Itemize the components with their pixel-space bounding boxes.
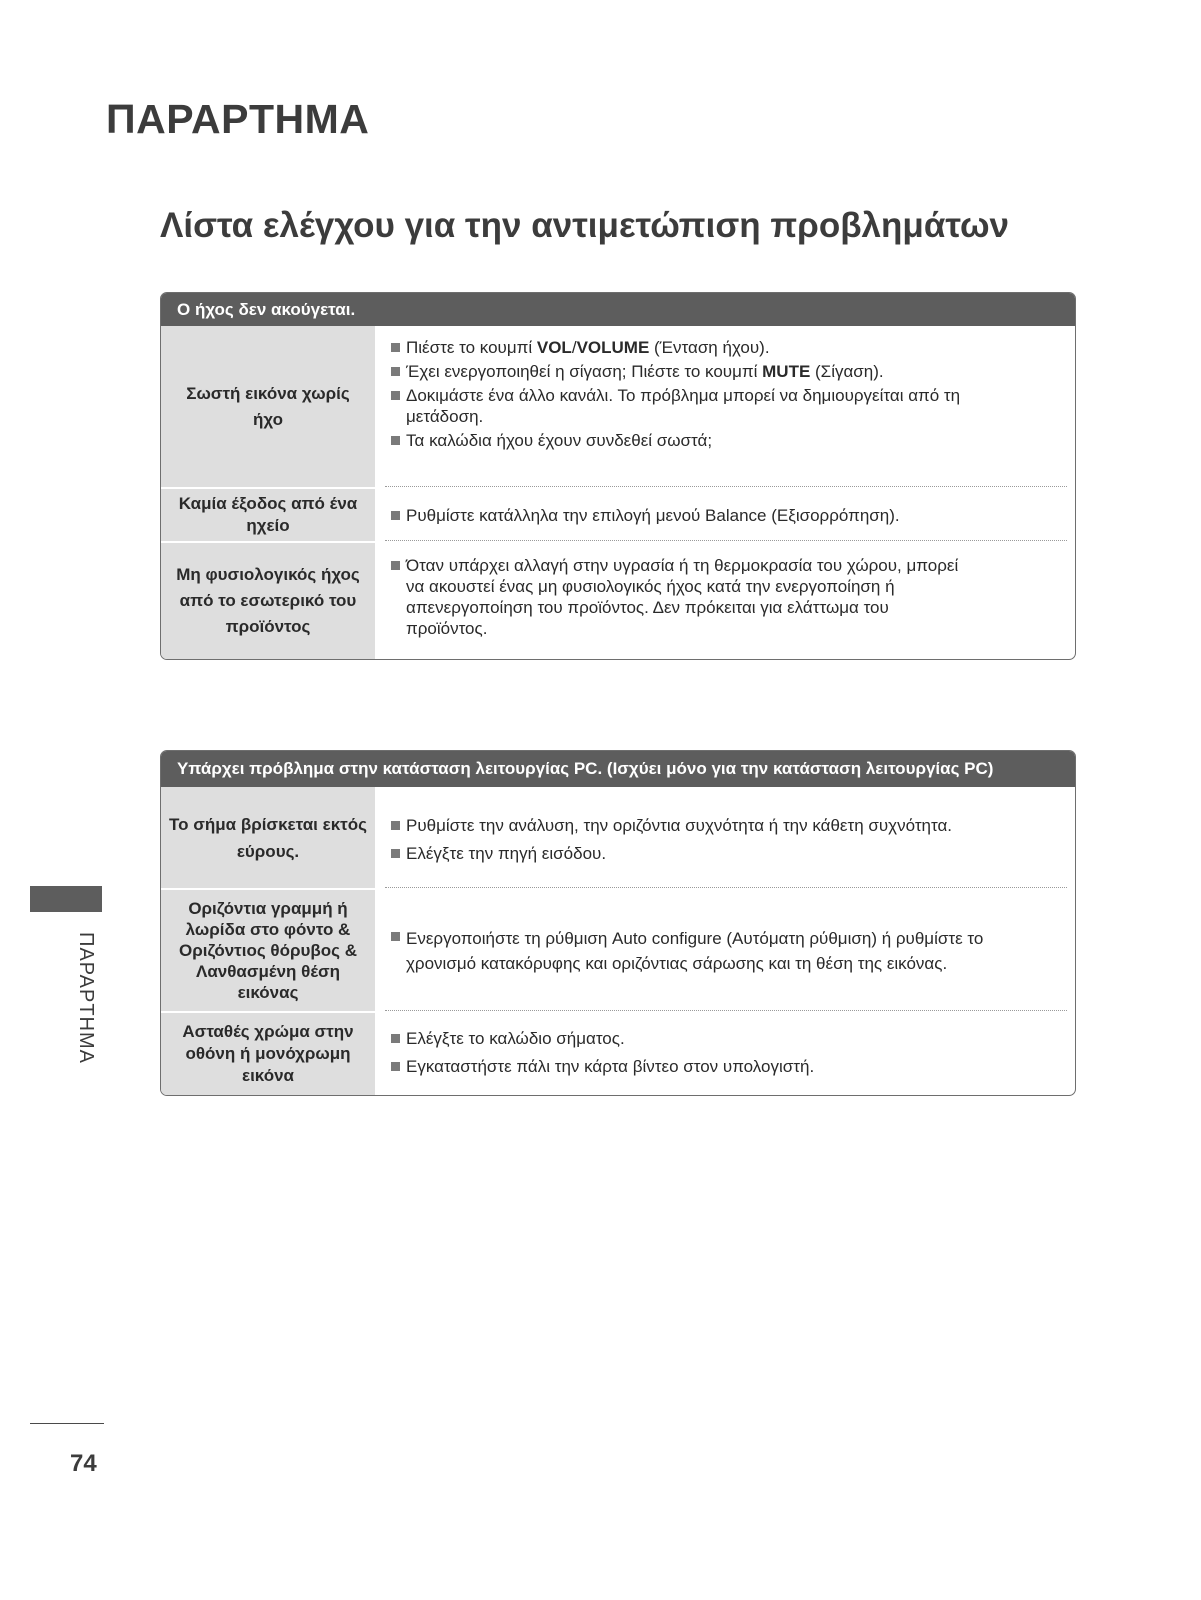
row-label-line: Λανθασμένη θέση [195, 962, 341, 981]
row-label-line: Το σήμα βρίσκεται εκτός [169, 814, 367, 834]
side-tab-label: ΠΑΡΑΡΤΗΜΑ [75, 932, 97, 1064]
table-header: Υπάρχει πρόβλημα στην κατάσταση λειτουργίας PC. (Ισχύει μόνο για την κατάσταση λειτουργίας PC) [161, 751, 1075, 787]
row-label [161, 326, 375, 487]
page-number: 74 [70, 1450, 97, 1477]
row-label [161, 543, 375, 659]
row-label [161, 1013, 375, 1095]
row-label-line: Σωστή εικόνα χωρίς [186, 383, 350, 403]
row-label-line: οθόνη ή μονόχρωμη [185, 1044, 351, 1063]
row-label-line: προϊόντος [225, 617, 311, 636]
list-item: Ενεργοποιήστε τη ρύθμιση Auto configure (Αυτόματη ρύθμιση) ή ρυθμίστε το χρονισμό κατακόρυφης και οριζόντιας σάρωσης και τη θέση της εικόνας. [391, 926, 983, 976]
row-label [161, 890, 375, 1011]
row-label-line: Οριζόντιος θόρυβος & [178, 941, 358, 960]
row-label [161, 489, 375, 541]
list-item: Εγκαταστήστε πάλι την κάρτα βίντεο στον υπολογιστή. [391, 1056, 1035, 1077]
row-content [375, 489, 1075, 541]
table-row [161, 541, 1075, 659]
list-item: Έχει ενεργοποιηθεί η σίγαση; Πιέστε το κουμπί MUTE (Σίγαση). [391, 361, 1035, 382]
row-label-line: λωρίδα στο φόντο & [185, 920, 351, 939]
row-content [375, 787, 1075, 888]
row-label-line: Μη φυσιολογικός ήχος [176, 565, 360, 584]
list-item: Ρυθμίστε την ανάλυση, την οριζόντια συχνότητα ή την κάθετη συχνότητα. [391, 815, 1035, 836]
row-label-line: από το εσωτερικό του [179, 591, 357, 610]
row-content [375, 326, 1075, 487]
table-row [161, 487, 1075, 541]
table-row [161, 787, 1075, 888]
sound-troubleshooting-table [160, 292, 1076, 660]
table-row [161, 1011, 1075, 1095]
list-item: Πιέστε το κουμπί VOL/VOLUME (Ένταση ήχου). [391, 337, 1035, 358]
table-row [161, 326, 1075, 487]
chapter-title: ΠΑΡΑΡΤΗΜΑ [106, 96, 370, 142]
row-label-line: ηχείο [246, 516, 290, 535]
list-item: Ρυθμίστε κατάλληλα την επιλογή μενού Balance (Εξισορρόπηση). [391, 505, 900, 526]
table-row [161, 888, 1075, 1011]
table-header: Ο ήχος δεν ακούγεται. [161, 293, 1075, 326]
footer-divider [30, 1423, 104, 1424]
section-title: Λίστα ελέγχου για την αντιμετώπιση προβλημάτων [160, 206, 1010, 245]
row-label-line: ήχο [253, 409, 283, 429]
row-label-line: Καμία έξοδος από ένα [178, 494, 358, 513]
row-label-line: εύρους. [236, 841, 300, 861]
row-label-line: εικόνας [237, 983, 299, 1002]
row-label-line: Ασταθές χρώμα στην [182, 1022, 354, 1041]
row-content [375, 543, 1075, 659]
row-content [375, 1013, 1075, 1095]
list-item: Ελέγξτε την πηγή εισόδου. [391, 843, 1035, 864]
row-label-line: Οριζόντια γραμμή ή [188, 899, 348, 918]
row-label [161, 787, 375, 888]
side-tab-marker [30, 886, 102, 912]
row-label-line: εικόνα [242, 1066, 294, 1085]
pc-troubleshooting-table [160, 750, 1076, 1096]
list-item: Ελέγξτε το καλώδιο σήματος. [391, 1028, 1035, 1049]
list-item: Όταν υπάρχει αλλαγή στην υγρασία ή τη θερμοκρασία του χώρου, μπορεί να ακουστεί ένας μη φυσιολογικός ήχος κατά την ενεργοποίηση ή απενεργοποίηση του προϊόντος. Δεν πρόκειται για ελάττωμα του προϊόντος. [391, 555, 1035, 639]
list-item: Τα καλώδια ήχου έχουν συνδεθεί σωστά; [391, 430, 1035, 451]
row-content [375, 890, 1075, 1011]
list-item: Δοκιμάστε ένα άλλο κανάλι. Το πρόβλημα μπορεί να δημιουργείται από τη μετάδοση. [391, 385, 1035, 427]
